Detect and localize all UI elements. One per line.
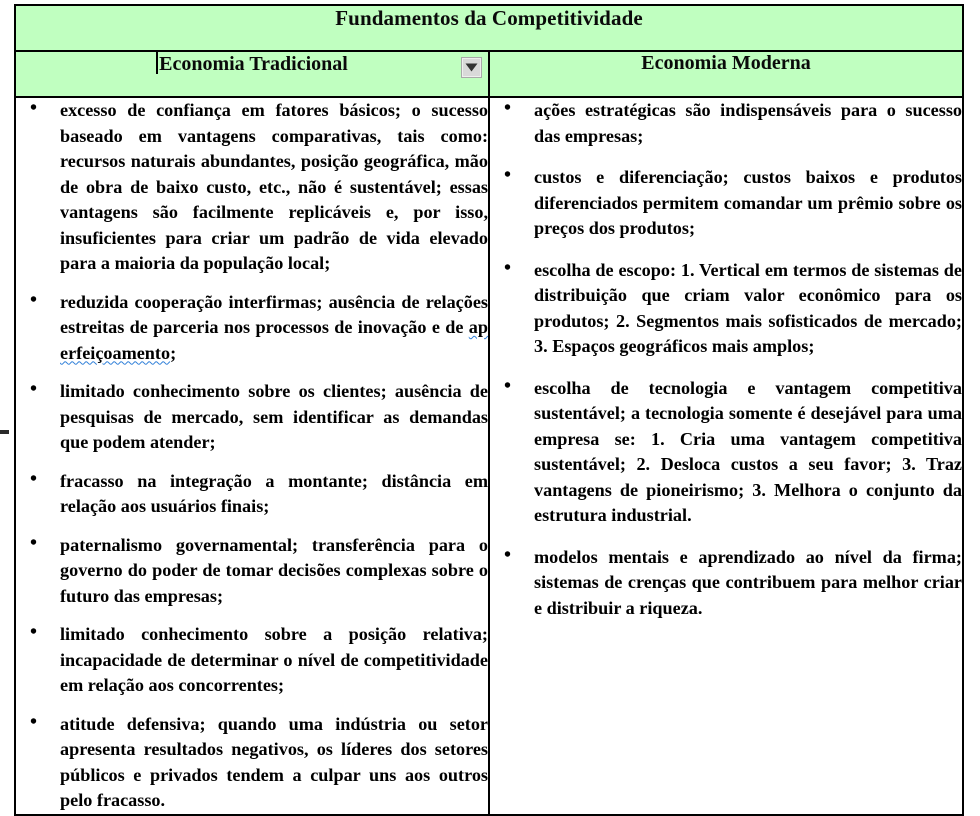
list-item-text-pre: reduzida cooperação interfirmas; ausência de relações estreitas de parceria nos processos de inovação e de — [60, 291, 488, 337]
modern-economy-cell — [489, 97, 963, 815]
table-title: Fundamentos da Competitividade — [15, 5, 963, 51]
list-item — [490, 165, 962, 242]
list-item-text: fracasso na integração a montante; distância em relação aos usuários finais; — [60, 470, 488, 516]
table-body-row — [15, 97, 963, 815]
list-item-text: limitado conhecimento sobre os clientes; ausência de pesquisas de mercado, sem identificar as demandas que podem atender; — [60, 381, 488, 452]
list-item-text: escolha de tecnologia e vantagem competitiva sustentável; a tecnologia somente é desejável para uma empresa se: 1. Cria uma vantagem competitiva sustentável; 2. Desloca custos a seu favor; 3. Traz vantagens de pioneirismo; 3. Melhora o conjunto da estrutura industrial. — [534, 377, 962, 525]
list-item — [490, 98, 962, 149]
list-item — [490, 376, 962, 529]
table-header-row — [15, 51, 963, 97]
list-item — [16, 98, 488, 277]
list-item-text: modelos mentais e aprendizado ao nível da firma; sistemas de crenças que contribuem para melhor criar e distribuir a riqueza. — [534, 546, 962, 618]
column-header-traditional-economy-label: Economia Tradicional — [159, 53, 348, 75]
modern-economy-list — [490, 98, 962, 621]
misspelled-word: ap erfeiçoamento — [60, 317, 488, 363]
list-item — [16, 379, 488, 456]
list-item — [16, 290, 488, 367]
table-title-row — [15, 5, 963, 51]
list-item — [16, 712, 488, 814]
list-item-text: limitado conhecimento sobre a posição relativa; incapacidade de determinar o nível de competitividade em relação aos concorrentes; — [60, 624, 488, 695]
traditional-economy-list — [16, 98, 488, 814]
column-header-modern-economy[interactable] — [489, 51, 963, 97]
list-item — [490, 545, 962, 622]
chevron-down-icon[interactable] — [461, 57, 482, 78]
page-margin-tick — [0, 430, 9, 434]
traditional-economy-cell — [15, 97, 489, 815]
list-item-text-post: ; — [170, 342, 177, 363]
list-item-text: excesso de confiança em fatores básicos; o sucesso baseado em vantagens comparativas, tais como: recursos naturais abundantes, posição geográfica, mão de obra de baixo custo, etc., não é sustentável; essas vantagens são facilmente replicáveis e, por isso, insuficientes para criar um padrão de vida elevado para a maioria da população local; — [60, 100, 488, 273]
list-item — [16, 533, 488, 610]
list-item — [490, 258, 962, 360]
text-caret — [156, 52, 158, 74]
list-item — [16, 469, 488, 520]
list-item-text: paternalismo governamental; transferência para o governo do poder de tomar decisões complexas sobre o futuro das empresas; — [60, 534, 488, 606]
column-header-modern-economy-label: Economia Moderna — [641, 52, 811, 74]
list-item-text: custos e diferenciação; custos baixos e produtos diferenciados permitem comandar um prêmio sobre os preços dos produtos; — [534, 167, 962, 238]
column-header-traditional-economy[interactable] — [15, 51, 489, 97]
list-item-text: ações estratégicas são indispensáveis para o sucesso das empresas; — [534, 100, 962, 146]
competitiveness-fundamentals-table — [14, 4, 964, 816]
list-item-text: atitude defensiva; quando uma indústria ou setor apresenta resultados negativos, os líderes dos setores públicos e privados tendem a culpar uns aos outros pelo fracasso. — [60, 713, 488, 810]
list-item — [16, 622, 488, 699]
list-item-text: escolha de escopo: 1. Vertical em termos de sistemas de distribuição que criam valor econômico para os produtos; 2. Segmentos mais sofisticados de mercado; 3. Espaços geográficos mais amplos; — [534, 259, 962, 356]
